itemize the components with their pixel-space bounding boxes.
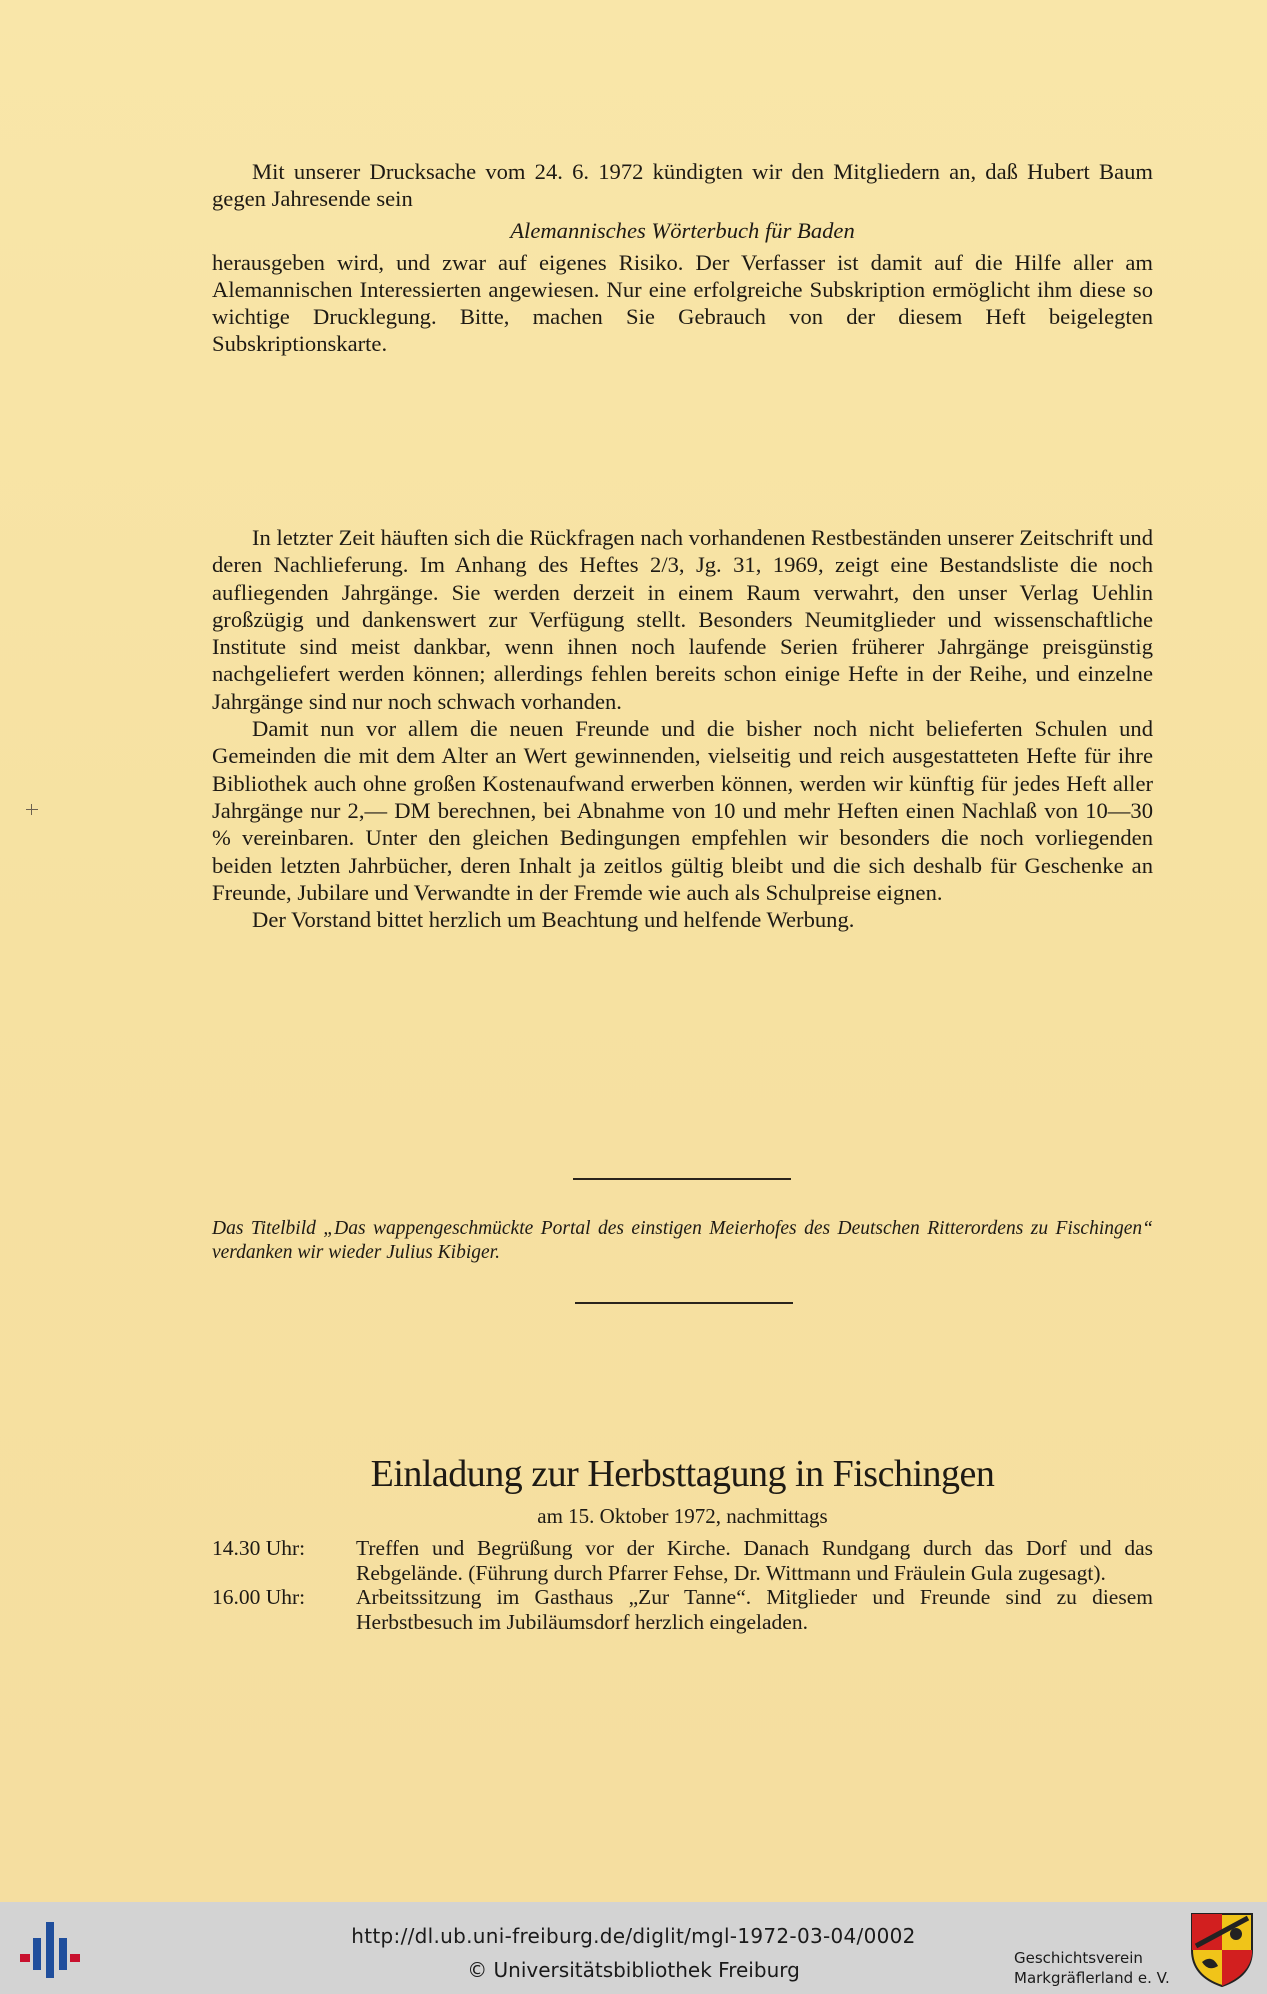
footer-bar	[0, 1902, 1267, 1994]
back-issues-paragraph-2: Damit nun vor allem die neuen Freunde und die bisher noch nicht belieferten Schulen und Gemeinden die mit dem Alter an Wert gewinnenden, vielseitig und reich ausgestatteten Hefte für ihre Bibliothek auch ohne großen Kostenaufwand erwerben können, werden wir künftig für jedes Heft aller Jahrgänge nur 2,— DM berechnen, bei Abnahme von 10 und mehr Heften einen Nachlaß von 10—30 % vereinbaren. Unter den gleichen Bedingungen empfehlen wir besonders die noch vorliegenden beiden letzten Jahrbücher, deren Inhalt ja zeitlos gültig bleibt und die sich deshalb für Geschenke an Freunde, Jubilare und Verwandte in der Fremde wie auch als Schulpreise eignen.	[212, 716, 1153, 905]
society-name	[1014, 1948, 1184, 1988]
society-name-line-1: Geschichtsverein	[1014, 1949, 1143, 1967]
society-crest-icon[interactable]	[1188, 1910, 1256, 1988]
back-issues-notice	[212, 524, 1153, 933]
back-issues-paragraph-1: In letzter Zeit häuften sich die Rückfragen nach vorhandenen Restbeständen unserer Zeitschrift und deren Nachlieferung. Im Anhang des Heftes 2/3, Jg. 31, 1969, zeigt eine Bestandsliste die noch aufliegenden Jahrgänge. Sie werden derzeit in einem Raum verwahrt, den unser Verlag Uehlin großzügig und dankenswert zur Verfügung stellt. Besonders Neumitglieder und wissenschaftliche Institute sind meist dankbar, wenn ihnen noch laufende Serien früherer Jahrgänge preisgünstig nachgeliefert werden können; allerdings fehlen bereits schon einige Hefte in der Reihe, und einzelne Jahrgänge sind nur noch schwach vorhanden.	[212, 525, 1153, 714]
subscription-body: herausgeben wird, und zwar auf eigenes Risiko. Der Verfasser ist damit auf die Hilfe aller am Alemannischen Interessierten angewiesen. Nur eine erfolgreiche Subskription ermöglicht ihm diese so wichtige Drucklegung. Bitte, machen Sie Gebrauch von der diesem Heft beigelegten Subskriptionskarte.	[212, 249, 1153, 357]
schedule-row	[212, 1585, 1153, 1634]
invitation-schedule	[212, 1536, 1153, 1634]
schedule-description: Arbeitssitzung im Gasthaus „Zur Tanne“. Mitglieder und Freunde sind zu diesem Herbstbesuch im Jubiläumsdorf herzlich eingeladen.	[356, 1585, 1153, 1634]
schedule-time: 14.30 Uhr:	[212, 1536, 306, 1560]
subscription-notice	[212, 158, 1153, 358]
subscription-intro: Mit unserer Drucksache vom 24. 6. 1972 kündigten wir den Mitgliedern an, daß Hubert Baum gegen Jahresende sein	[212, 159, 1153, 212]
margin-mark	[26, 809, 38, 810]
schedule-time: 16.00 Uhr:	[212, 1585, 306, 1609]
separator-rule-top	[573, 1178, 791, 1180]
book-title: Alemannisches Wörterbuch für Baden	[510, 217, 855, 243]
society-name-line-2: Markgräflerland e. V.	[1014, 1969, 1170, 1987]
cover-caption	[212, 1217, 1153, 1265]
schedule-row	[212, 1536, 1153, 1585]
cover-caption-text: Das Titelbild „Das wappengeschmückte Portal des einstigen Meierhofes des Deutschen Ritterordens zu Fischingen“ verdanken wir wieder Julius Kibiger.	[212, 1218, 1153, 1263]
copyright-notice: © Universitätsbibliothek Freiburg	[467, 1958, 800, 1982]
schedule-description: Treffen und Begrüßung vor der Kirche. Danach Rundgang durch das Dorf und das Rebgelände. (Führung durch Pfarrer Fehse, Dr. Wittmann und Fräulein Gula zugesagt).	[356, 1536, 1153, 1585]
invitation-title: Einladung zur Herbsttagung in Fischingen	[370, 1453, 995, 1495]
invitation-date: am 15. Oktober 1972, nachmittags	[537, 1504, 828, 1528]
back-issues-paragraph-3: Der Vorstand bittet herzlich um Beachtung und helfende Werbung.	[252, 907, 855, 933]
source-url-link[interactable]: http://dl.ub.uni-freiburg.de/diglit/mgl-1972-03-04/0002	[351, 1924, 916, 1948]
margin-mark	[31, 804, 32, 815]
separator-rule-bottom	[575, 1302, 793, 1304]
